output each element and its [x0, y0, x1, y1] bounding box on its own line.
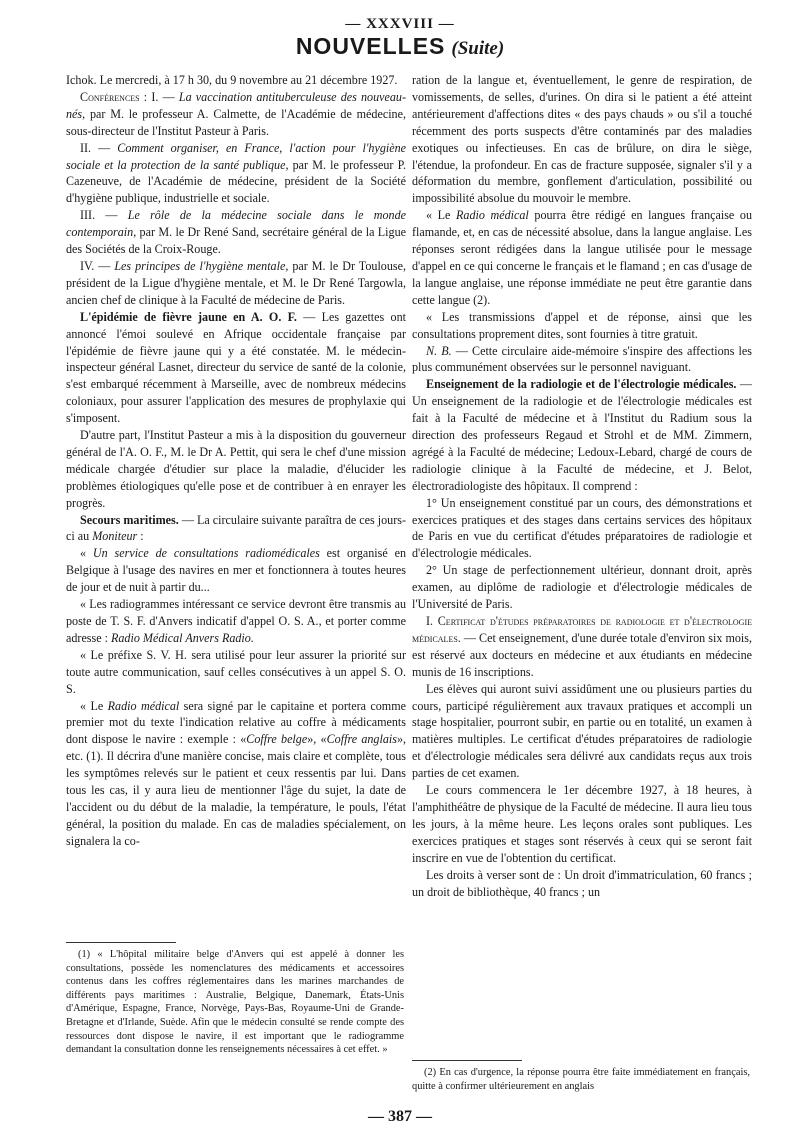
- paragraph-conference-2: [66, 140, 406, 208]
- quote-1-title: Un service de consultations radiomédicales: [92, 546, 320, 561]
- quote-4-radio: Radio médical: [107, 698, 180, 713]
- paragraph-continuation: Ichok. Le mercredi, à 17 h 30, du 9 novembre au 21 décembre 1927.: [66, 73, 398, 87]
- paragraph-quote-4: [66, 698, 406, 850]
- fievre-jaune-text: — Les gazettes ont annoncé l'émoi soulevé en Afrique occidentale française par l'épidémie de fièvre jaune qui y a été constatée. M. le médecin-inspecteur général Lasnet, directeur du service de santé de la colonie, s'est embarqué récemment à Marseille, avec de nombreux médecins coloniaux, pour assurer l'application des mesures de prophylaxie qui s'imposent.: [66, 309, 406, 426]
- nb-label: N. B.: [426, 343, 452, 358]
- paragraph-nb: [412, 343, 752, 377]
- paragraph-conference-3: [66, 207, 406, 258]
- quote-1-text: est organisé en Belgique à l'usage des navires en mer et fonctionnera à toutes heures de jour et de nuit à partir du...: [66, 546, 406, 595]
- paragraph-enseignement: [412, 376, 752, 494]
- quote-1-open: «: [80, 546, 93, 561]
- nb-text: — Cette circulaire aide-mémoire s'inspire des affections les plus communément observées sur le personnel naviguant.: [412, 343, 752, 375]
- languages-radio: Radio médical: [456, 208, 529, 223]
- paragraph-institut-pasteur: D'autre part, l'Institut Pasteur a mis à la disposition du gouverneur général de l'A. O. F., M. le Dr A. Pettit, qui sera le chef d'une mission médicale chargée d'étudier sur place la maladie, d'élucider les problèmes étiologiques qu'elle pose et de contribuer à en enrayer les progrès.: [66, 428, 406, 510]
- moniteur-title: Moniteur: [92, 529, 138, 544]
- quote-4-example-2: Coffre anglais: [326, 732, 397, 747]
- conference-3-number: III. —: [80, 208, 128, 223]
- conference-3-title: Le rôle de la médecine sociale dans le monde contemporain: [66, 208, 406, 240]
- conference-4-number: IV. —: [80, 258, 115, 273]
- quote-2-address: Radio Médical Anvers Radio.: [111, 630, 254, 645]
- section-title: [0, 34, 800, 62]
- secours-maritimes-text: — La circulaire suivante paraîtra de ces jours-ci au: [66, 512, 406, 544]
- right-footnote-rule: [412, 1060, 522, 1061]
- left-footnote: [66, 948, 404, 1057]
- right-footnote: [412, 1066, 750, 1093]
- quote-4-open: « Le: [80, 698, 108, 713]
- languages-text: pourra être rédigé en langues française ou flamande, et, en cas de nécessité absolue, dans la langue anglaise. Les réponses seront rédigées dans la langue utilisée pour le message d'appel en ce qui concerne le français et le flamand ; en cas d'usage de la langue anglaise, une réponse immédiate ne peut être garantie dans cette langue (2).: [412, 208, 752, 307]
- footnote-1: (1) « L'hôpital militaire belge d'Anvers qui est appelé à donner les consultations, possède les nomenclatures des médicaments et accessoires contenus dans les coffres réglementaires dans les marines marchandes de différents pays maritimes : Australie, Belgique, Danemark, États-Unis d'Amérique, Espagne, France, Norvège, Pays-Bas, Royaume-Uni de Grande-Bretagne et d'Irlande, Suède. Afin que le médecin consulté se rende compte des ressources dont dispose le navire, il est important que le radiogramme demandant la consultation donne les renseignements nécessaires à cet effet. »: [66, 949, 404, 1056]
- page-header: [0, 0, 800, 62]
- paragraph-conference-4: [66, 258, 406, 309]
- secours-colon: :: [137, 529, 144, 544]
- paragraph-quote-3: « Le préfixe S. V. H. sera utilisé pour leur assurer la priorité sur toute autre communication, sauf celles consécutives à un appel S. O. S.: [66, 647, 406, 696]
- quote-4-text-b: », «: [307, 732, 327, 747]
- conference-4-text: , par M. le Dr Toulouse, président de la Ligue d'hygiène mentale, et M. le Dr René Targowla, ancien chef de clinique à la Faculté de médecine de Paris.: [66, 258, 406, 307]
- paragraph-languages: [412, 207, 752, 308]
- paragraph-droits: Les droits à verser sont de : Un droit d'immatriculation, 60 francs ; un droit de bibliothèque, 40 francs ; un: [412, 867, 752, 899]
- section-title-main: NOUVELLES: [295, 33, 446, 59]
- paragraph-eleves: Les élèves qui auront suivi assidûment une ou plusieurs parties du cours, participé régulièrement aux travaux pratiques et accompli un stage hospitalier, pourront subir, en partie ou en totalité, un examen à matières multiples. Le certificat d'études préparatoires de radiologie et d'électrologie médicales sera délivré aux candidats reçus aux trois parties de cet examen.: [412, 681, 752, 781]
- roman-page-number: — XXXVIII —: [345, 16, 455, 32]
- conference-1-number: I. —: [147, 89, 179, 104]
- paragraph-item-1: 1° Un enseignement constitué par un cours, des démonstrations et exercices pratiques et des stages dans certains services des hôpitaux de Paris en vue du certificat d'études préparatoires de radiologie et d'électrologie médicales.: [412, 495, 752, 561]
- languages-open: « Le: [426, 208, 457, 223]
- paragraph-item-2: 2° Un stage de perfectionnement ultérieur, donnant droit, après examen, au diplôme de radiologie et d'électrologie médicales de l'Université de Paris.: [412, 563, 752, 612]
- conference-2-title: Comment organiser, en France, l'action pour l'hygiène sociale et la protection de la santé publique: [66, 140, 407, 172]
- right-column: [412, 72, 752, 900]
- quote-4-text-c: », etc. (1). Il décrira d'une manière concise, mais claire et complète, tous les symptômes relevés sur le patient et ceux ressentis par lui. Dans tous les cas, il y aura lieu de mentionner l'âge du sujet, la date de l'accident ou du début de la maladie, la température, le pouls, l'état général, la position du malade. En cas de maladies spécialement, on signalera la co-: [66, 732, 407, 848]
- conference-3-text: , par M. le Dr René Sand, secrétaire général de la Ligue des Sociétés de la Croix-Rouge.: [66, 225, 406, 257]
- enseignement-heading: Enseignement de la radiologie et de l'électrologie médicales.: [426, 377, 737, 392]
- paragraph-secours-maritimes: [66, 512, 406, 546]
- conference-2-text: , par M. le professeur P. Cazeneuve, de l'Académie de médecine, président de la Société d'hygiène publique, industrielle et sociale.: [66, 157, 406, 206]
- certificat-heading: I. Certificat d'études préparatoires de radiologie et d'électrologie médicales.: [412, 614, 752, 645]
- paragraph-certificat: [412, 613, 752, 681]
- paragraph-cours: Le cours commencera le 1er décembre 1927, à 18 heures, à l'amphithéâtre de physique de la Faculté de médecine. Il aura lieu tous les jours, à la même heure. Les leçons orales sont publiques. Les exercices pratiques et stages sont réservés à ceux qui se seront fait inscrire en vue de l'obtention du certificat.: [412, 783, 753, 865]
- conferences-label: Conférences :: [80, 89, 148, 104]
- conference-2-number: II. —: [80, 140, 118, 155]
- paragraph-quote-2: [66, 596, 406, 647]
- certificat-text: — Cet enseignement, d'une durée totale d'environ six mois, est réservé aux docteurs en médecine et aux étudiants en médecine munis de 16 inscriptions.: [412, 630, 752, 679]
- paragraph-quote-1: [66, 545, 406, 596]
- paragraph-fievre-jaune: [66, 309, 406, 427]
- quote-2-text: « Les radiogrammes intéressant ce service devront être transmis au poste de T. S. F. d'Anvers indicatif d'appel O. S. A., et porter comme adresse :: [66, 597, 406, 645]
- enseignement-text: — Un enseignement de la radiologie et de l'électrologie médicales est fait à la Faculté de médecine et à l'Institut du Radium sous la direction des professeurs Regaud et Strohl et de MM. Zimmern, agrégé à la Faculté de médecine; Ledoux-Lebard, chargé de cours de radiologie clinique à la Faculté de médecine, et J. Belot, électroradiologiste des hôpitaux. Il comprend :: [412, 377, 752, 493]
- quote-4-example-1: Coffre belge: [246, 732, 308, 747]
- conference-1-title: La vaccination antituberculeuse des nouveau-nés: [66, 89, 407, 121]
- secours-maritimes-heading: Secours maritimes.: [80, 512, 179, 527]
- paragraph-symptoms: ration de la langue et, éventuellement, le genre de respiration, de vomissements, de selles, d'urines. On dira si le patient a été atteint antérieurement d'affections dites « des pays chauds » ou s'il a touché récemment des ports suspects d'être contaminés par des maladies exotiques ou infectieuses. En cas de brûlure, on dira le siège, l'étendue, la profondeur. En cas de fracture supposée, signaler s'il y a déformation du membre, gonflement d'articulation, possibilité ou impossibilité absolue du mouvoir le membre.: [412, 73, 752, 206]
- conference-4-title: Les principes de l'hygiène mentale: [114, 258, 286, 273]
- paragraph-gratuit: « Les transmissions d'appel et de réponse, ainsi que les consultations proprement dites, sont fournies à titre gratuit.: [412, 309, 752, 341]
- quote-4-text-a: sera signé par le capitaine et portera comme premier mot du texte l'indication relative au coffre à médicaments dont dispose le navire : exemple : «: [66, 698, 406, 747]
- conference-1-text: , par M. le professeur A. Calmette, de l'Académie de médecine, sous-directeur de l'Institut Pasteur à Paris.: [66, 106, 406, 138]
- section-title-suffix: (Suite): [451, 38, 505, 59]
- footnote-2: (2) En cas d'urgence, la réponse pourra être faite immédiatement en français, quitte à confirmer ultérieurement en anglais: [412, 1067, 750, 1092]
- fievre-jaune-heading: L'épidémie de fièvre jaune en A. O. F.: [80, 309, 297, 324]
- left-column: [66, 72, 406, 850]
- page-number: — 387 —: [368, 1108, 432, 1125]
- paragraph-conference-1: [66, 89, 406, 140]
- left-footnote-rule: [66, 942, 176, 943]
